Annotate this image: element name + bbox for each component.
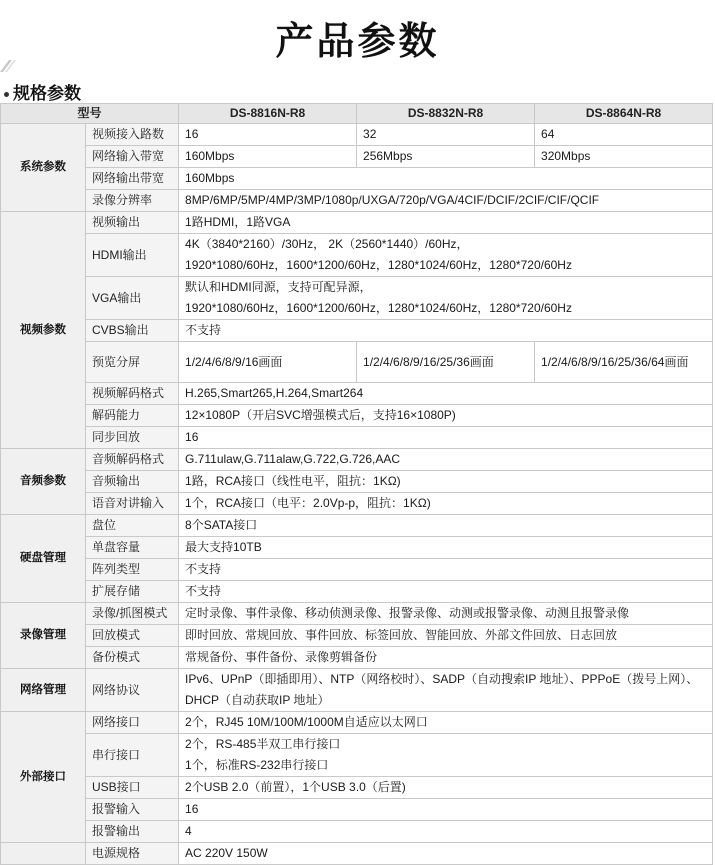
table-row [1, 146, 713, 168]
param-label: 扩展存储 [86, 581, 179, 603]
value-line: 1个，标准RS-232串行接口 [185, 758, 329, 772]
spec-table [0, 103, 713, 865]
bullet-dot-icon [4, 92, 9, 97]
model-column-header: DS-8816N-R8 [179, 104, 357, 124]
table-row [1, 471, 713, 493]
param-label: HDMI输出 [86, 234, 179, 277]
table-row [1, 124, 713, 146]
param-label: 网络协议 [86, 669, 179, 712]
param-label: 预览分屏 [86, 342, 179, 383]
param-value: 2个USB 2.0（前置），1个USB 3.0（后置) [179, 777, 713, 799]
table-row [1, 405, 713, 427]
table-row [1, 383, 713, 405]
param-label: 解码能力 [86, 405, 179, 427]
table-row [1, 234, 713, 277]
table-row [1, 581, 713, 603]
param-label: 报警输入 [86, 799, 179, 821]
table-row [1, 559, 713, 581]
table-row [1, 603, 713, 625]
param-value: 1/2/4/6/8/9/16/25/36/64画面 [535, 342, 713, 383]
table-row [1, 799, 713, 821]
param-label: USB接口 [86, 777, 179, 799]
table-row [1, 190, 713, 212]
category-other [1, 843, 86, 865]
param-value: 常规备份、事件备份、录像剪辑备份 [179, 647, 713, 669]
table-row [1, 212, 713, 234]
category-external: 外部接口 [1, 712, 86, 843]
param-value: 1路HDMI，1路VGA [179, 212, 713, 234]
param-label: 同步回放 [86, 427, 179, 449]
param-label: 音频输出 [86, 471, 179, 493]
param-label: 音频解码格式 [86, 449, 179, 471]
table-header-row [1, 104, 713, 124]
param-label: 网络接口 [86, 712, 179, 734]
category-video: 视频参数 [1, 212, 86, 449]
param-value: 8个SATA接口 [179, 515, 713, 537]
decorative-slash-icon [0, 60, 16, 72]
table-row [1, 712, 713, 734]
param-label: VGA输出 [86, 277, 179, 320]
param-label: 阵列类型 [86, 559, 179, 581]
param-label: 网络输出带宽 [86, 168, 179, 190]
category-audio: 音频参数 [1, 449, 86, 515]
param-label: 语音对讲输入 [86, 493, 179, 515]
param-value: 160Mbps [179, 168, 713, 190]
table-row [1, 277, 713, 320]
param-value: 16 [179, 427, 713, 449]
param-value: 12×1080P（开启SVC增强模式后，支持16×1080P) [179, 405, 713, 427]
table-row [1, 537, 713, 559]
table-row [1, 734, 713, 777]
param-label: 视频输出 [86, 212, 179, 234]
table-row [1, 427, 713, 449]
param-label: 电源规格 [86, 843, 179, 865]
param-value: 16 [179, 124, 357, 146]
model-column-header: DS-8832N-R8 [357, 104, 535, 124]
value-line: IPv6、UPnP（即插即用）、NTP（网络校时）、SADP（自动搜索IP 地址）、PPPoE（拨号上网）、 [185, 672, 699, 686]
value-line: 默认和HDMI同源，支持可配异源， [185, 280, 372, 294]
table-row [1, 777, 713, 799]
value-line: 2个，RS-485半双工串行接口 [185, 737, 341, 751]
param-label: 录像/抓图模式 [86, 603, 179, 625]
param-label: 串行接口 [86, 734, 179, 777]
table-row [1, 168, 713, 190]
table-row [1, 342, 713, 383]
param-value: 64 [535, 124, 713, 146]
param-value: 160Mbps [179, 146, 357, 168]
param-value: 32 [357, 124, 535, 146]
category-disk: 硬盘管理 [1, 515, 86, 603]
value-line: 1920*1080/60Hz，1600*1200/60Hz，1280*1024/60Hz，1280*720/60Hz [185, 301, 572, 315]
param-value: 1/2/4/6/8/9/16/25/36画面 [357, 342, 535, 383]
section-title-text: 规格参数 [13, 84, 81, 104]
table-row [1, 625, 713, 647]
param-value [179, 669, 713, 712]
param-value: 最大支持10TB [179, 537, 713, 559]
value-line: 1920*1080/60Hz，1600*1200/60Hz，1280*1024/60Hz，1280*720/60Hz [185, 258, 572, 272]
param-value: 不支持 [179, 320, 713, 342]
param-label: 视频接入路数 [86, 124, 179, 146]
model-header: 型号 [1, 104, 179, 124]
param-value: 1/2/4/6/8/9/16画面 [179, 342, 357, 383]
param-label: 报警输出 [86, 821, 179, 843]
category-network: 网络管理 [1, 669, 86, 712]
param-label: 回放模式 [86, 625, 179, 647]
param-value: 1个，RCA接口（电平：2.0Vp-p，阻抗：1KΩ) [179, 493, 713, 515]
param-value: 即时回放、常规回放、事件回放、标签回放、智能回放、外部文件回放、日志回放 [179, 625, 713, 647]
param-value: 1路，RCA接口（线性电平，阻抗：1KΩ) [179, 471, 713, 493]
param-label: 网络输入带宽 [86, 146, 179, 168]
param-value: G.711ulaw,G.711alaw,G.722,G.726,AAC [179, 449, 713, 471]
value-line: DHCP（自动获取IP 地址） [185, 693, 330, 707]
param-label: CVBS输出 [86, 320, 179, 342]
param-value: 256Mbps [357, 146, 535, 168]
param-value [179, 234, 713, 277]
table-row [1, 320, 713, 342]
table-row [1, 821, 713, 843]
param-value [179, 734, 713, 777]
table-row [1, 647, 713, 669]
category-system: 系统参数 [1, 124, 86, 212]
param-value: 定时录像、事件录像、移动侦测录像、报警录像、动测或报警录像、动测且报警录像 [179, 603, 713, 625]
param-label: 视频解码格式 [86, 383, 179, 405]
param-value: AC 220V 150W [179, 843, 713, 865]
param-value: 4 [179, 821, 713, 843]
param-value [179, 277, 713, 320]
value-line: 4K（3840*2160）/30Hz， 2K（2560*1440）/60Hz， [185, 237, 469, 251]
param-value: 8MP/6MP/5MP/4MP/3MP/1080p/UXGA/720p/VGA/4CIF/DCIF/2CIF/CIF/QCIF [179, 190, 713, 212]
table-row [1, 843, 713, 865]
model-column-header: DS-8864N-R8 [535, 104, 713, 124]
table-row [1, 449, 713, 471]
param-value: 16 [179, 799, 713, 821]
param-value: 320Mbps [535, 146, 713, 168]
table-row [1, 669, 713, 712]
table-row [1, 515, 713, 537]
param-value: 不支持 [179, 559, 713, 581]
param-value: 不支持 [179, 581, 713, 603]
category-record: 录像管理 [1, 603, 86, 669]
param-label: 单盘容量 [86, 537, 179, 559]
param-value: 2个，RJ45 10M/100M/1000M自适应以太网口 [179, 712, 713, 734]
param-label: 录像分辨率 [86, 190, 179, 212]
page-title: 产品参数 [275, 19, 440, 63]
param-label: 盘位 [86, 515, 179, 537]
section-title [4, 79, 81, 104]
table-row [1, 493, 713, 515]
param-value: H.265,Smart265,H.264,Smart264 [179, 383, 713, 405]
param-label: 备份模式 [86, 647, 179, 669]
